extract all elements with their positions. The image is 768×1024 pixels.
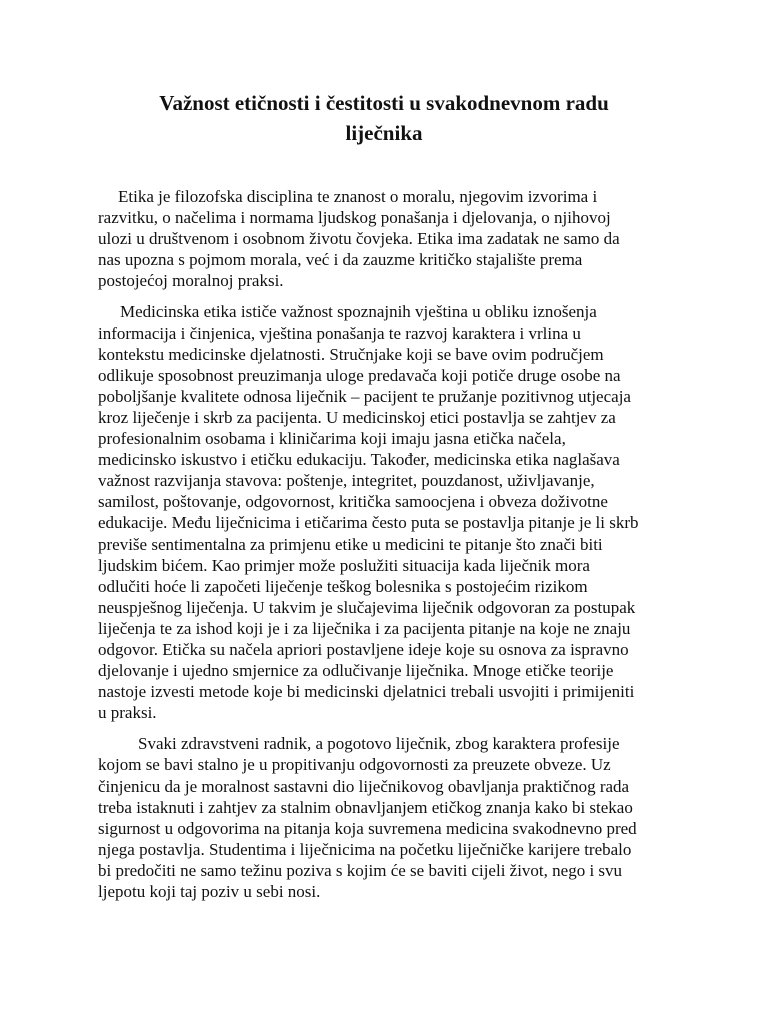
paragraph-line: neuspješnog liječenja. U takvim je slučajevima liječnik odgovoran za postupak [98,597,636,617]
paragraph-1 [98,186,684,291]
title-line-2: liječnika [345,121,423,145]
paragraph-line: edukacije. Među liječnicima i etičarima često puta se postavlja pitanje je li skrb [98,513,639,533]
paragraph-line: odlučiti hoće li započeti liječenje teškog bolesnika s postojećim rizikom [98,576,588,596]
paragraph-line: samilost, poštovanje, odgovornost, kritička samoocjena i obveza doživotne [98,492,608,512]
paragraph-line: poboljšanje kvalitete odnosa liječnik – pacijent te pružanje pozitivnog utjecaja [98,386,631,406]
paragraph-line: činjenicu da je moralnost sastavni dio liječnikovog obavljanja praktičnog rada [98,776,630,796]
title-line-1: Važnost etičnosti i čestitosti u svakodnevnom radu [159,91,609,115]
paragraph-line: ljudskim bićem. Kao primjer može poslužiti situacija kada liječnik mora [98,555,590,575]
paragraph-line: liječenja te za ishod koji je i za liječnika i za pacijenta pitanje na koje ne znaju [98,618,631,638]
paragraph-line: informacija i činjenica, vještina ponašanja te razvoj karaktera i vrlina u [98,323,581,343]
paragraph-line: sigurnost u odgovorima na pitanja koja suvremena medicina svakodnevno pred [98,818,637,838]
paragraph-line: ljepotu koji taj poziv u sebi nosi. [98,882,321,901]
paragraph-line: previše sentimentalna za primjenu etike u medicini te pitanje što znači biti [98,534,603,554]
paragraph-line: profesionalnim osobama i kliničarima koji imaju jasna etička načela, [98,429,566,449]
paragraph-line: nastoje izvesti metode koje bi medicinski djelatnici trebali usvojiti i primijeniti [98,682,635,702]
paragraph-line: Medicinska etika ističe važnost spoznajnih vještina u obliku iznošenja [120,302,597,322]
document-title [110,88,658,148]
paragraph-line: treba istaknuti i zahtjev za stalnim obnavljanjem etičkog znanja kako bi stekao [98,797,633,817]
paragraph-line: u praksi. [98,703,157,723]
paragraph-line: odlikuje sposobnost preuzimanja uloge predavača koji potiče druge osobe na [98,365,621,385]
paragraph-line: razvitku, o načelima i normama ljudskog ponašanja i djelovanja, o njihovoj [98,208,611,228]
paragraph-line: Svaki zdravstveni radnik, a pogotovo liječnik, zbog karaktera profesije [138,734,620,754]
paragraph-line: bi predočiti ne samo težinu poziva s kojim će se baviti cijeli život, nego i svu [98,860,623,880]
paragraph-line: važnost razvijanja stavova: poštenje, integritet, pouzdanost, uživljavanje, [98,471,595,491]
paragraph-line: kojom se bavi stalno je u propitivanju odgovornosti za preuzete obveze. Uz [98,755,611,775]
paragraph-line: djelovanje i ujedno smjernice za odlučivanje liječnika. Mnoge etičke teorije [98,661,614,681]
paragraph-line: kroz liječenje i skrb za pacijenta. U medicinskoj etici postavlja se zahtjev za [98,407,616,427]
paragraph-2 [98,301,684,723]
paragraph-line: njega postavlja. Studentima i liječnicima na početku liječničke karijere trebalo [98,839,632,859]
paragraph-line: Etika je filozofska disciplina te znanost o moralu, njegovim izvorima i [118,187,598,206]
paragraph-3 [98,733,684,902]
paragraph-line: postojećoj moralnoj praksi. [98,271,284,291]
paragraph-line: medicinsko iskustvo i etičku edukaciju. Također, medicinska etika naglašava [98,450,620,470]
paragraph-line: kontekstu medicinske djelatnosti. Stručnjake koji se bave ovim područjem [98,344,604,364]
document-body [98,186,684,912]
paragraph-line: ulozi u društvenom i osobnom životu čovjeka. Etika ima zadatak ne samo da [98,229,620,249]
paragraph-line: nas upozna s pojmom morala, već i da zauzme kritičko stajalište prema [98,250,583,270]
paragraph-line: odgovor. Etička su načela apriori postavljene ideje koje su osnova za ispravno [98,639,629,659]
